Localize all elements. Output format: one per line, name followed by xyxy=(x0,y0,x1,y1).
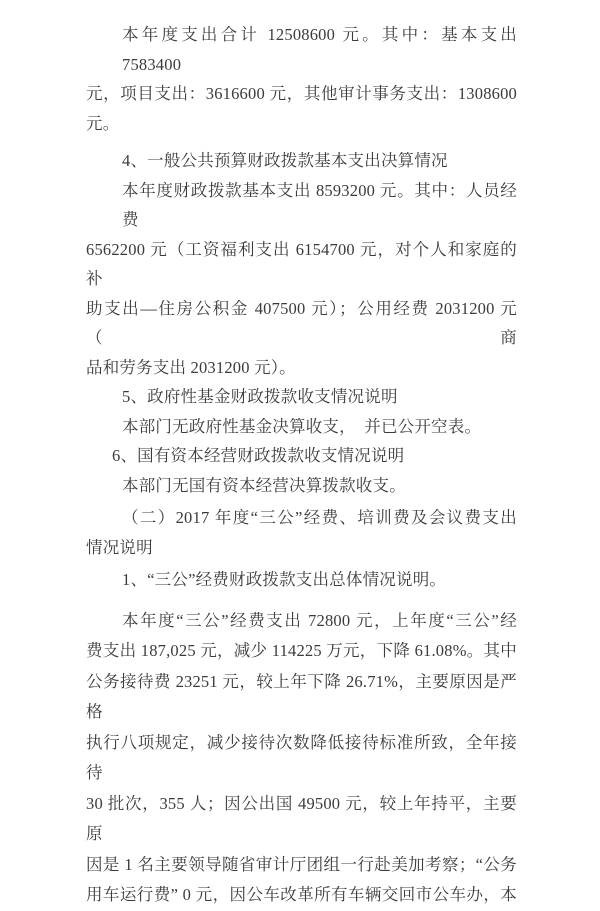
text-line: 30 批次，355 人；因公出国 49500 元，较上年持平，主要原 xyxy=(86,793,517,843)
paragraph-basic-expenditure-detail xyxy=(86,176,517,383)
text-line: 本年度“三公”经费支出 72800 元，上年度“三公”经 xyxy=(122,610,517,630)
heading-line: 6、国有资本经营财政拨款收支情况说明 xyxy=(112,446,405,465)
heading-part-2 xyxy=(86,503,517,562)
text-line: 元。 xyxy=(86,113,120,133)
heading-line: 1、“三公”经费财政拨款支出总体情况说明。 xyxy=(122,570,447,589)
text-line: 元，项目支出：3616600 元，其他审计事务支出：1308600 xyxy=(86,84,517,103)
heading-line: （二）2017 年度“三公”经费、培训费及会议费支出 xyxy=(122,508,517,527)
document-body xyxy=(86,20,517,911)
heading-section-4 xyxy=(86,146,517,176)
text-line: 6562200 元（工资福利支出 6154700 元，对个人和家庭的补 xyxy=(86,239,517,288)
text-line: 因是 1 名主要领导随省审计厅团组一行赴美加考察；“公务 xyxy=(86,854,517,874)
paragraph-three-public-funds-detail xyxy=(86,606,517,911)
text-line: 公务接待费 23251 元，较上年下降 26.71%，主要原因是严格 xyxy=(86,671,517,721)
text-line: 本部门无政府性基金决算收支， 并已公开空表。 xyxy=(122,416,482,436)
text-line: 用车运行费” 0 元，因公车改革所有车辆交回市公车办，本 xyxy=(86,885,517,904)
text-line: 执行八项规定，减少接待次数降低接待标准所致，全年接待 xyxy=(86,732,517,782)
heading-line: 4、一般公共预算财政拨款基本支出决算情况 xyxy=(122,151,448,170)
heading-section-5 xyxy=(86,382,517,412)
heading-line: 情况说明 xyxy=(86,537,153,557)
text-line: 本年度支出合计 12508600 元。其中：基本支出 7583400 xyxy=(122,25,517,74)
text-line: 本年度财政拨款基本支出 8593200 元。其中：人员经费 xyxy=(122,180,517,229)
paragraph-gov-fund-statement xyxy=(86,412,517,442)
heading-item-1 xyxy=(86,565,517,595)
heading-section-6 xyxy=(86,441,517,471)
paragraph-state-capital-statement xyxy=(86,471,517,501)
text-line: 助支出—住房公积金 407500 元）；公用经费 2031200 元（商 xyxy=(86,298,517,347)
heading-line: 5、政府性基金财政拨款收支情况说明 xyxy=(122,387,398,406)
text-line: 费支出 187,025 元，减少 114225 万元，下降 61.08%。其中 xyxy=(86,641,517,660)
paragraph-annual-expenditure-total xyxy=(86,20,517,138)
text-line: 本部门无国有资本经营决算拨款收支。 xyxy=(122,475,406,495)
text-line: 品和劳务支出 2031200 元）。 xyxy=(86,357,296,377)
